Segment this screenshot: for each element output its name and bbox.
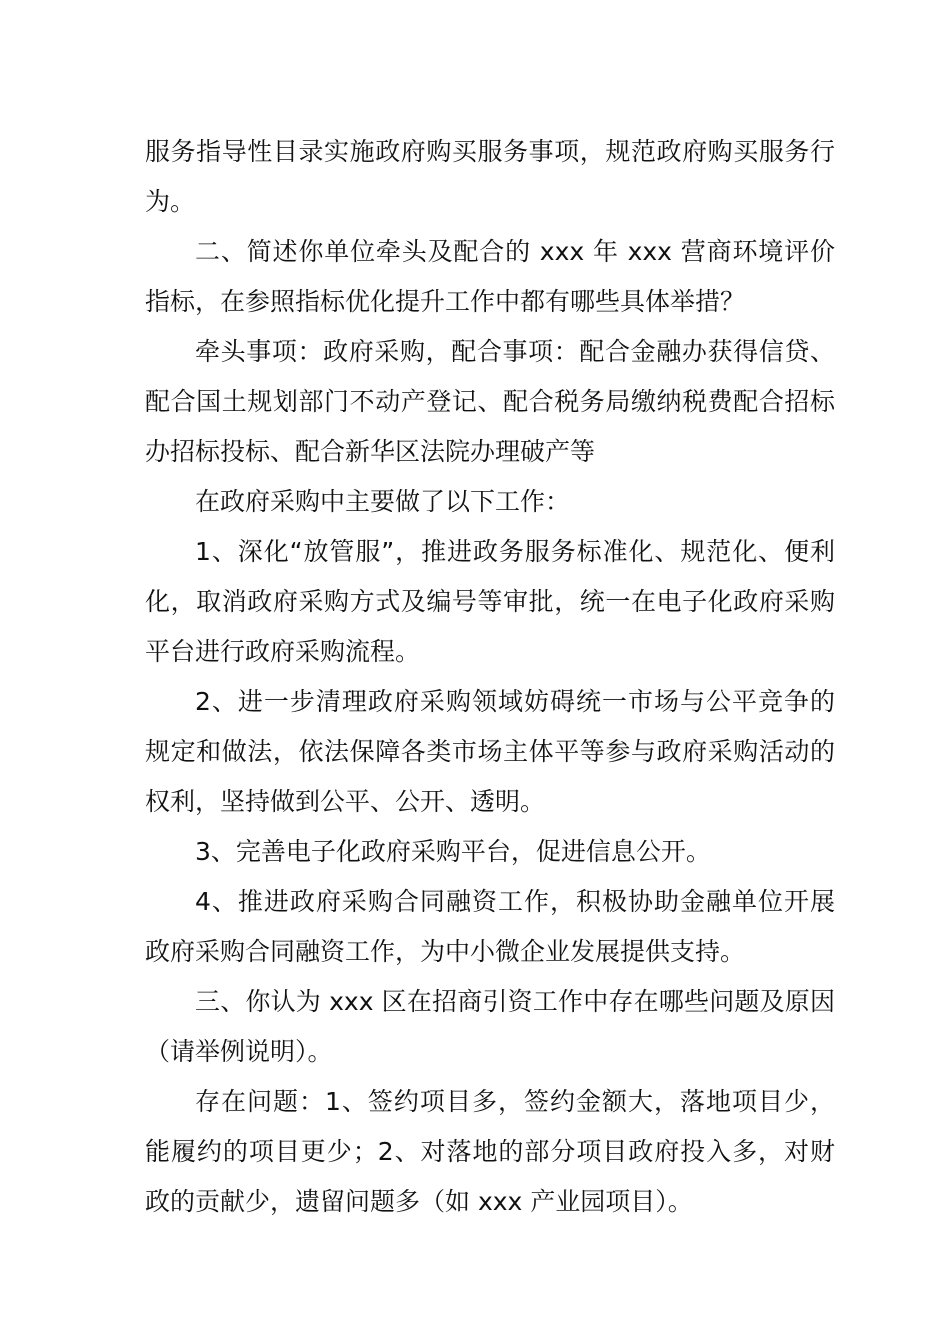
paragraph-question-2: 二、简述你单位牵头及配合的 xxx 年 xxx 营商环境评价指标，在参照指标优化提升工作中都有哪些具体举措？ [145,237,835,316]
paragraph-work-intro: 在政府采购中主要做了以下工作： [195,487,571,516]
paragraph-continuation: 服务指导性目录实施政府购买服务事项，规范政府购买服务行为。 [145,137,835,216]
paragraph-question-3: 三、你认为 xxx 区在招商引资工作中存在哪些问题及原因（请举例说明）。 [145,987,835,1066]
document-body [145,127,835,1227]
paragraph-item-4: 4、推进政府采购合同融资工作，积极协助金融单位开展政府采购合同融资工作，为中小微企业发展提供支持。 [145,887,835,966]
paragraph-lead-items: 牵头事项：政府采购，配合事项：配合金融办获得信贷、配合国土规划部门不动产登记、配合税务局缴纳税费配合招标办招标投标、配合新华区法院办理破产等 [145,337,835,466]
paragraph-problems: 存在问题：1、签约项目多，签约金额大，落地项目少，能履约的项目更少；2、对落地的部分项目政府投入多，对财政的贡献少，遗留问题多（如 xxx 产业园项目）。 [145,1087,835,1216]
paragraph-item-3: 3、完善电子化政府采购平台，促进信息公开。 [195,837,711,866]
paragraph-item-2: 2、进一步清理政府采购领域妨碍统一市场与公平竞争的规定和做法，依法保障各类市场主体平等参与政府采购活动的权利，坚持做到公平、公开、透明。 [145,687,835,816]
paragraph-item-1: 1、深化“放管服”，推进政务服务标准化、规范化、便利化，取消政府采购方式及编号等审批，统一在电子化政府采购平台进行政府采购流程。 [145,537,835,666]
